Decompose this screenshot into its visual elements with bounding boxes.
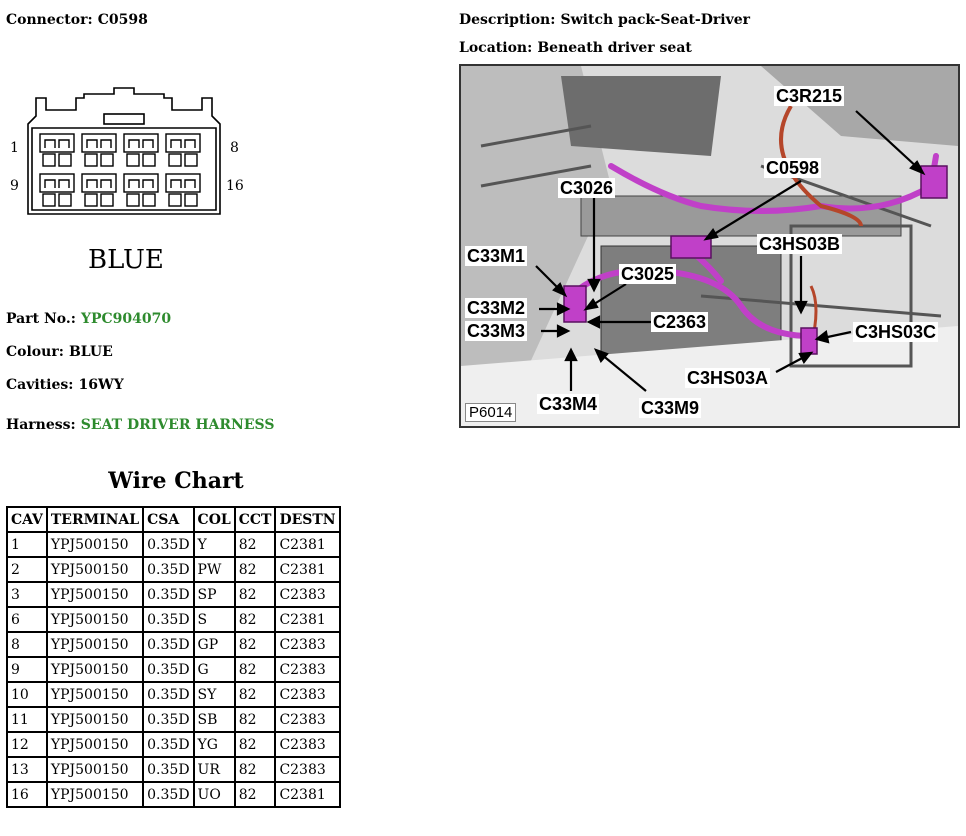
table-cell: YPJ500150 [47, 557, 143, 582]
table-cell: C2381 [275, 607, 339, 632]
table-row [7, 757, 340, 782]
part-no-value: YPC904070 [80, 311, 172, 327]
table-row [7, 707, 340, 732]
callout-c2363: C2363 [653, 312, 707, 332]
table-cell: YPJ500150 [47, 707, 143, 732]
table-cell: 0.35D [143, 607, 193, 632]
pin-label-8: 8 [230, 140, 239, 156]
table-cell: YPJ500150 [47, 682, 143, 707]
table-cell: YPJ500150 [47, 757, 143, 782]
table-cell: 0.35D [143, 582, 193, 607]
cavities-label: Cavities: [6, 377, 74, 393]
pin-label-16: 16 [226, 178, 244, 194]
location-photo [459, 64, 960, 428]
table-cell: 8 [7, 632, 47, 657]
table-cell: 0.35D [143, 782, 193, 807]
callout-c3025: C3025 [621, 264, 675, 284]
table-cell: Y [194, 532, 235, 557]
table-row [7, 657, 340, 682]
table-row [7, 557, 340, 582]
table-cell: 82 [235, 782, 276, 807]
connector-value: C0598 [97, 12, 148, 28]
part-no-line [6, 308, 171, 327]
location-value: Beneath driver seat [537, 40, 692, 56]
table-cell: YPJ500150 [47, 657, 143, 682]
table-cell: 16 [7, 782, 47, 807]
wire-chart-title: Wire Chart [108, 468, 244, 494]
table-cell: 0.35D [143, 532, 193, 557]
colour-value: BLUE [68, 344, 113, 360]
table-cell: YPJ500150 [47, 782, 143, 807]
table-cell: C2383 [275, 757, 339, 782]
table-cell: 0.35D [143, 682, 193, 707]
callout-c0598: C0598 [766, 158, 820, 178]
table-cell: 0.35D [143, 632, 193, 657]
table-cell: UR [194, 757, 235, 782]
table-cell: 0.35D [143, 732, 193, 757]
table-cell: YG [194, 732, 235, 757]
table-row [7, 732, 340, 757]
table-cell: 2 [7, 557, 47, 582]
table-cell: 6 [7, 607, 47, 632]
table-cell: C2383 [275, 657, 339, 682]
callout-c3hs03a: C3HS03A [687, 368, 769, 388]
table-row [7, 607, 340, 632]
table-cell: S [194, 607, 235, 632]
photo-id-label: P6014 [465, 403, 516, 422]
callout-c3026: C3026 [560, 178, 614, 198]
wire-chart-header-cell: CAV [7, 507, 47, 532]
connector-face-diagram [6, 86, 256, 276]
table-cell: 82 [235, 532, 276, 557]
table-row [7, 582, 340, 607]
table-cell: SB [194, 707, 235, 732]
wire-chart-table [6, 506, 341, 808]
table-cell: 82 [235, 682, 276, 707]
part-no-label: Part No.: [6, 311, 76, 327]
table-cell: 82 [235, 582, 276, 607]
table-cell: C2381 [275, 557, 339, 582]
table-cell: YPJ500150 [47, 632, 143, 657]
table-cell: C2383 [275, 632, 339, 657]
table-cell: C2383 [275, 582, 339, 607]
table-cell: SY [194, 682, 235, 707]
table-cell: 1 [7, 532, 47, 557]
callout-c33m3: C33M3 [467, 321, 526, 341]
table-cell: 13 [7, 757, 47, 782]
table-cell: C2381 [275, 532, 339, 557]
callout-c3r215: C3R215 [776, 86, 843, 106]
callout-c33m9: C33M9 [641, 398, 700, 418]
wire-chart-header-cell: COL [194, 507, 235, 532]
pin-label-9: 9 [10, 178, 19, 194]
wire-chart-header-cell: DESTN [275, 507, 339, 532]
wire-chart-header-cell: TERMINAL [47, 507, 143, 532]
table-cell: UO [194, 782, 235, 807]
callout-c33m4: C33M4 [539, 394, 598, 414]
table-cell: 82 [235, 757, 276, 782]
colour-line [6, 341, 113, 360]
table-cell: 0.35D [143, 757, 193, 782]
table-cell: YPJ500150 [47, 582, 143, 607]
cavities-value: 16WY [78, 377, 124, 393]
callout-c33m1: C33M1 [467, 246, 526, 266]
table-cell: 82 [235, 657, 276, 682]
description-value: Switch pack-Seat-Driver [560, 12, 750, 28]
table-row [7, 532, 340, 557]
table-cell: 0.35D [143, 707, 193, 732]
table-cell: 11 [7, 707, 47, 732]
description-line [459, 9, 750, 28]
table-cell: GP [194, 632, 235, 657]
table-cell: 82 [235, 707, 276, 732]
pin-label-1: 1 [10, 140, 19, 156]
connector-line [6, 9, 148, 28]
harness-label: Harness: [6, 417, 76, 433]
table-cell: 9 [7, 657, 47, 682]
table-cell: YPJ500150 [47, 732, 143, 757]
table-cell: C2383 [275, 732, 339, 757]
wire-chart-header-cell: CCT [235, 507, 276, 532]
location-label: Location: [459, 40, 533, 56]
table-cell: YPJ500150 [47, 607, 143, 632]
table-row [7, 782, 340, 807]
table-cell: 12 [7, 732, 47, 757]
harness-line [6, 414, 274, 433]
wire-chart-header-cell: CSA [143, 507, 193, 532]
table-cell: 82 [235, 557, 276, 582]
table-row [7, 682, 340, 707]
table-cell: 82 [235, 632, 276, 657]
location-line [459, 37, 692, 56]
wire-chart-body [7, 532, 340, 807]
colour-caption: BLUE [88, 245, 164, 275]
callout-c33m2: C33M2 [467, 298, 526, 318]
cavities-line [6, 374, 124, 393]
connector-label: Connector: [6, 12, 93, 28]
description-label: Description: [459, 12, 556, 28]
table-cell: C2383 [275, 682, 339, 707]
table-cell: 82 [235, 607, 276, 632]
harness-value: SEAT DRIVER HARNESS [80, 417, 275, 433]
table-cell: G [194, 657, 235, 682]
wire-chart-header-row [7, 507, 340, 532]
table-row [7, 632, 340, 657]
colour-label: Colour: [6, 344, 64, 360]
table-cell: C2383 [275, 707, 339, 732]
callout-c3hs03c: C3HS03C [855, 322, 937, 342]
table-cell: SP [194, 582, 235, 607]
table-cell: 0.35D [143, 657, 193, 682]
callout-c3hs03b: C3HS03B [759, 234, 841, 254]
table-cell: PW [194, 557, 235, 582]
table-cell: 3 [7, 582, 47, 607]
table-cell: 10 [7, 682, 47, 707]
table-cell: 82 [235, 732, 276, 757]
table-cell: C2381 [275, 782, 339, 807]
table-cell: YPJ500150 [47, 532, 143, 557]
table-cell: 0.35D [143, 557, 193, 582]
